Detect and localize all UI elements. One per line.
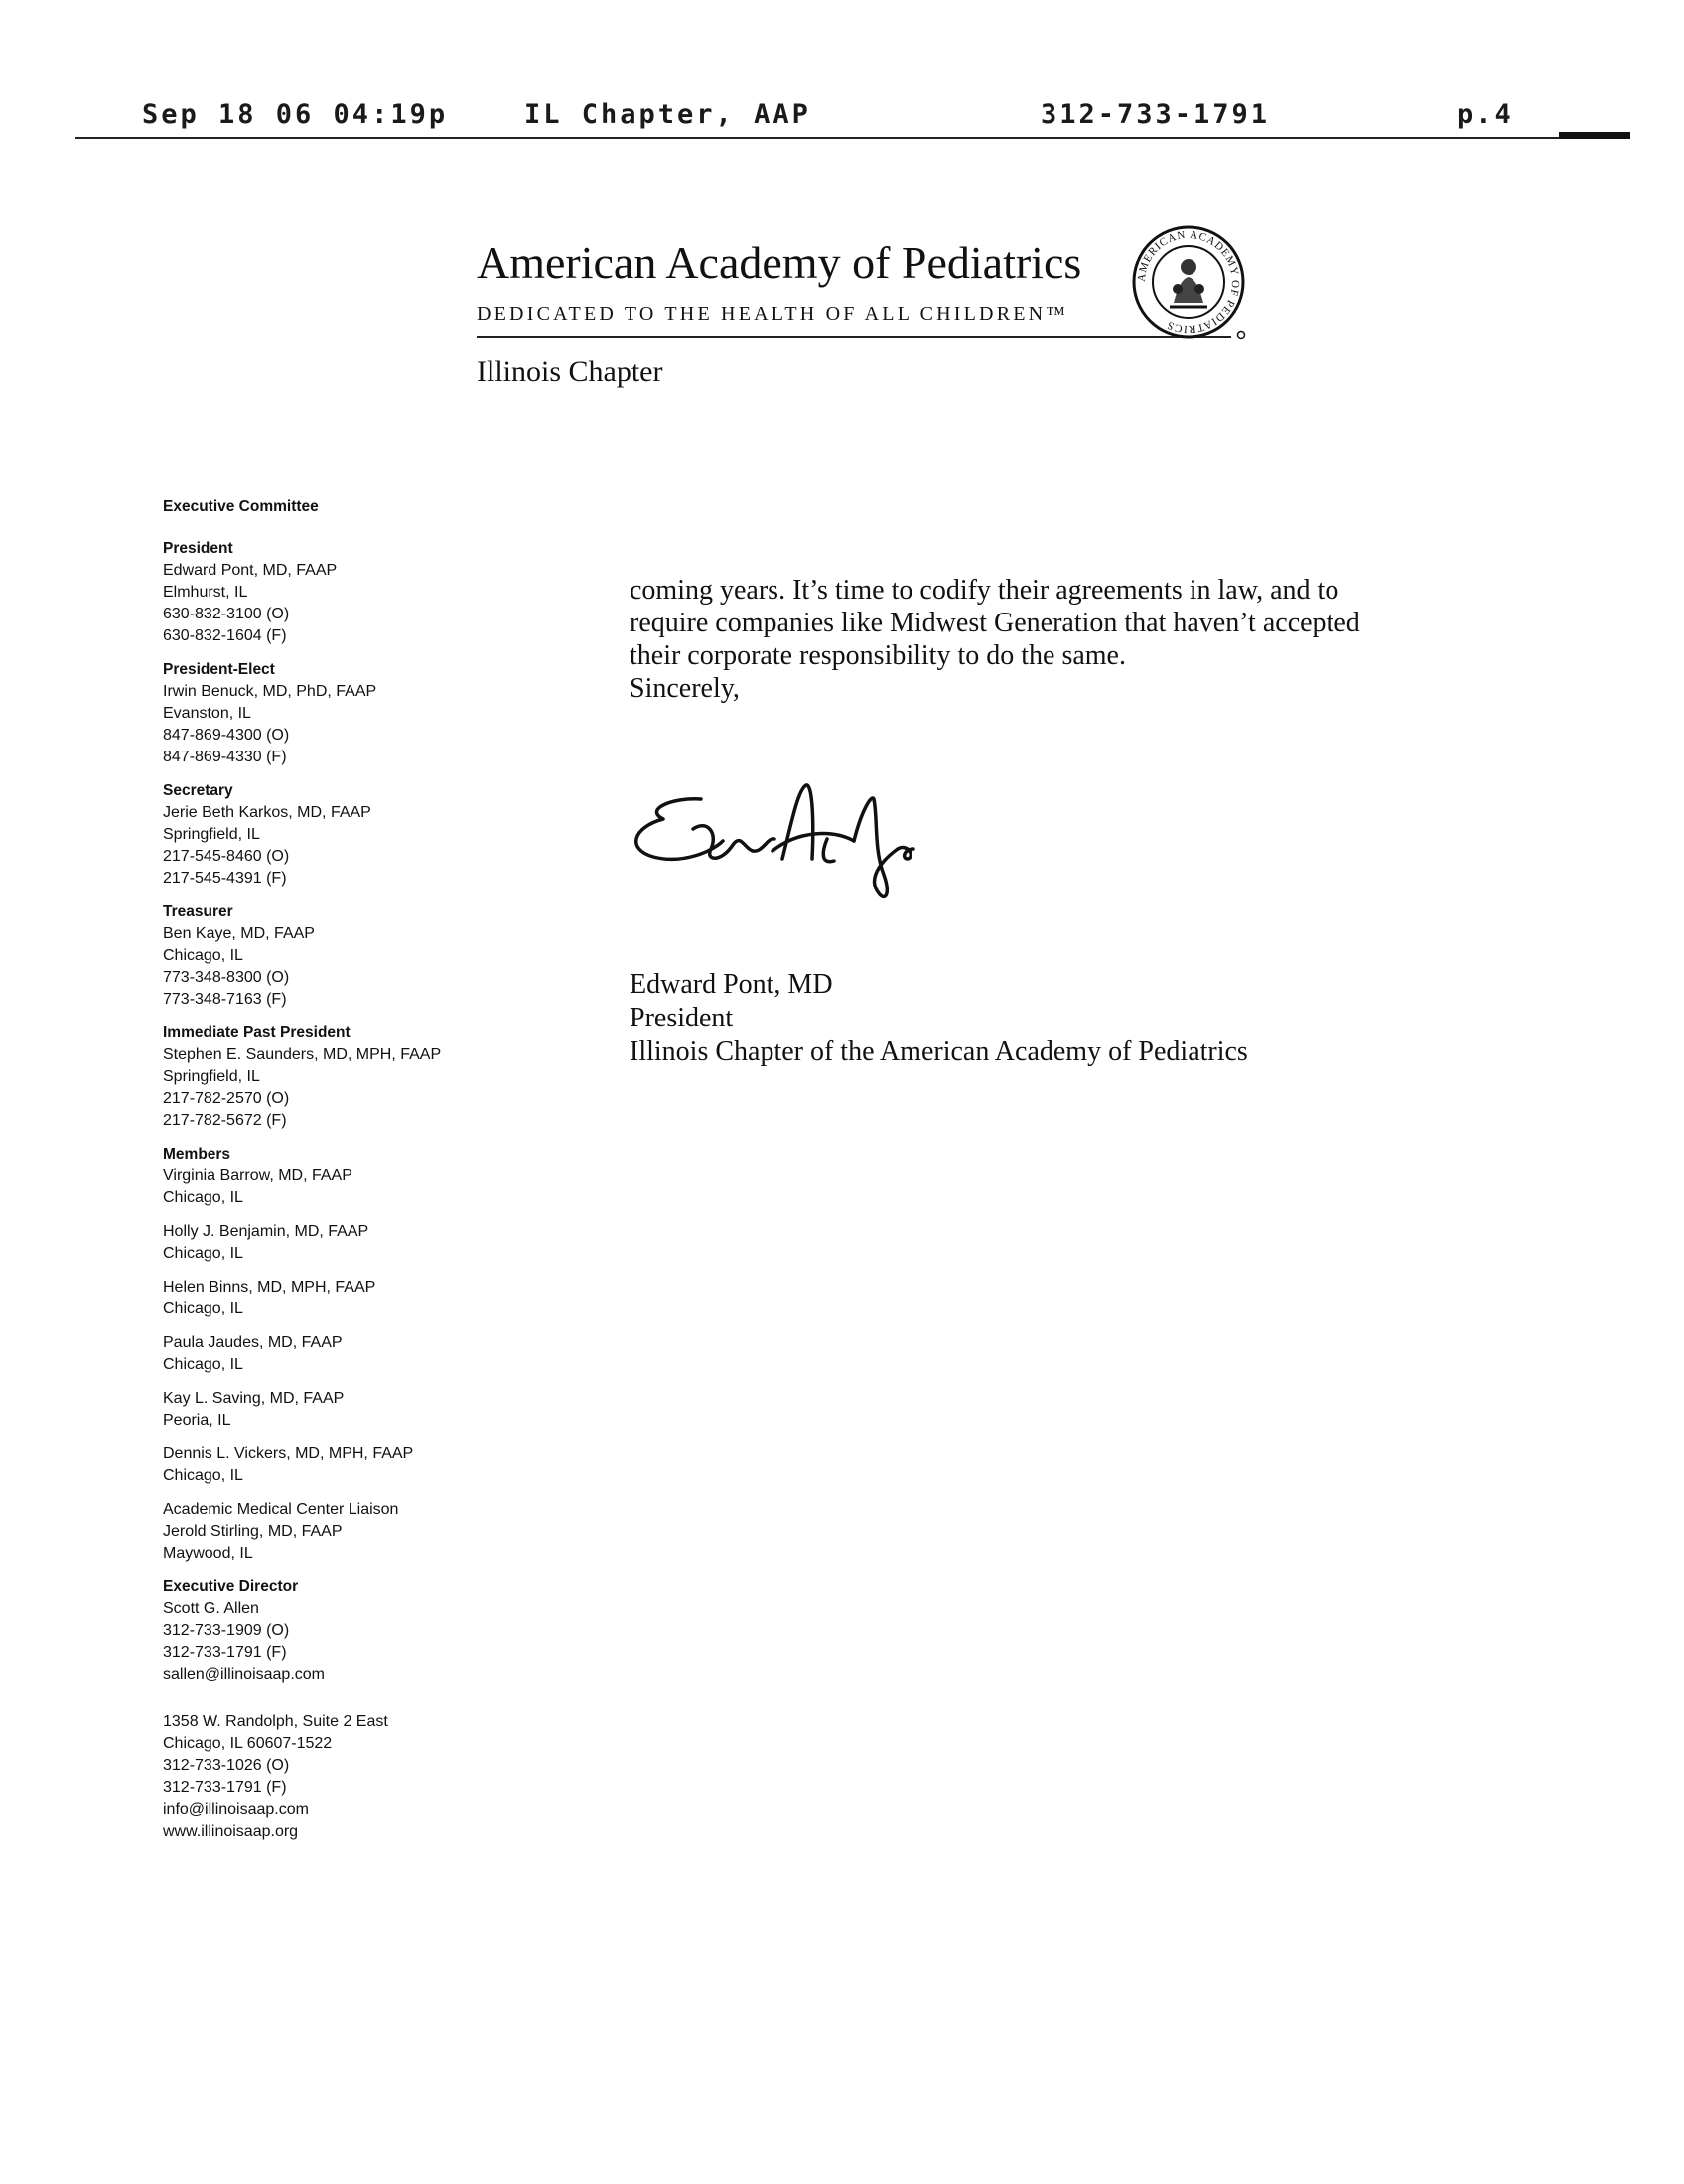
- officer-line: Irwin Benuck, MD, PhD, FAAP: [163, 683, 377, 700]
- org-tagline: DEDICATED TO THE HEALTH OF ALL CHILDREN™: [477, 302, 1069, 325]
- address-line: 312-733-1791 (F): [163, 1779, 287, 1796]
- address-line: Chicago, IL 60607-1522: [163, 1735, 333, 1752]
- chapter-name: Illinois Chapter: [477, 354, 663, 388]
- body-line: their corporate responsibility to do the same.: [630, 640, 1126, 671]
- address-email: info@illinoisaap.com: [163, 1801, 309, 1818]
- member-line: Chicago, IL: [163, 1467, 243, 1484]
- signer-organization: Illinois Chapter of the American Academy of Pediatrics: [630, 1036, 1248, 1067]
- officer-line: Jerie Beth Karkos, MD, FAAP: [163, 804, 371, 821]
- officer-line: 773-348-8300 (O): [163, 969, 290, 986]
- officer-line: 217-782-5672 (F): [163, 1112, 287, 1129]
- fax-organization: IL Chapter, AAP: [524, 99, 811, 130]
- member-line: Paula Jaudes, MD, FAAP: [163, 1334, 343, 1351]
- member-line: Kay L. Saving, MD, FAAP: [163, 1390, 345, 1407]
- officer-treasurer: [163, 901, 500, 1011]
- officer-line: Ben Kaye, MD, FAAP: [163, 925, 315, 942]
- officer-line: 847-869-4330 (F): [163, 749, 287, 765]
- officer-line: 630-832-3100 (O): [163, 606, 290, 622]
- body-line: coming years. It’s time to codify their agreements in law, and to: [630, 575, 1339, 606]
- member-line: Maywood, IL: [163, 1545, 253, 1562]
- letterhead-rule: [477, 336, 1231, 338]
- officer-line: 630-832-1604 (F): [163, 627, 287, 644]
- executive-director: [163, 1576, 500, 1686]
- officer-role: Executive Director: [163, 1578, 299, 1595]
- officer-line: Chicago, IL: [163, 947, 243, 964]
- member-line: Chicago, IL: [163, 1189, 243, 1206]
- members-title: Members: [163, 1146, 231, 1162]
- member-line: Chicago, IL: [163, 1300, 243, 1317]
- aap-seal-icon: [1130, 223, 1247, 341]
- signer-name: Edward Pont, MD: [630, 969, 833, 1000]
- officer-role: President: [163, 540, 233, 557]
- address-line: 1358 W. Randolph, Suite 2 East: [163, 1713, 388, 1730]
- officer-line: 217-545-8460 (O): [163, 848, 290, 865]
- member-line: Peoria, IL: [163, 1412, 231, 1429]
- member-line: Holly J. Benjamin, MD, FAAP: [163, 1223, 369, 1240]
- officer-line: 217-545-4391 (F): [163, 870, 287, 887]
- fax-page-number: p.4: [1457, 99, 1514, 130]
- member-entry: [163, 1443, 500, 1487]
- officer-line: Stephen E. Saunders, MD, MPH, FAAP: [163, 1046, 442, 1063]
- fax-header-rule: [75, 137, 1630, 139]
- officer-president: [163, 538, 500, 647]
- officer-line: Elmhurst, IL: [163, 584, 248, 601]
- letter-body: [630, 574, 1503, 705]
- fax-header: [0, 95, 1684, 135]
- org-name: American Academy of Pediatrics: [477, 237, 1082, 288]
- director-email: sallen@illinoisaap.com: [163, 1666, 325, 1683]
- officer-line: Evanston, IL: [163, 705, 251, 722]
- officer-role: Treasurer: [163, 903, 233, 920]
- address-website: www.illinoisaap.org: [163, 1823, 299, 1840]
- member-entry: [163, 1277, 500, 1320]
- officer-line: 773-348-7163 (F): [163, 991, 287, 1008]
- officer-line: Springfield, IL: [163, 1068, 260, 1085]
- signer-title: President: [630, 1003, 734, 1033]
- body-line: require companies like Midwest Generation that haven’t accepted: [630, 608, 1360, 638]
- member-entry: [163, 1499, 500, 1565]
- member-entry: [163, 1332, 500, 1376]
- member-line: Virginia Barrow, MD, FAAP: [163, 1167, 352, 1184]
- letter-closing: Sincerely,: [630, 673, 740, 704]
- officer-role: President-Elect: [163, 661, 275, 678]
- address-line: 312-733-1026 (O): [163, 1757, 290, 1774]
- member-line: Chicago, IL: [163, 1356, 243, 1373]
- officer-secretary: [163, 780, 500, 889]
- executive-committee-sidebar: [163, 496, 500, 1843]
- member-entry: [163, 1144, 500, 1209]
- handwritten-signature-icon: [624, 779, 1001, 928]
- director-line: 312-733-1909 (O): [163, 1622, 290, 1639]
- fax-phone: 312-733-1791: [1041, 99, 1271, 130]
- director-line: Scott G. Allen: [163, 1600, 259, 1617]
- member-line: Helen Binns, MD, MPH, FAAP: [163, 1279, 376, 1296]
- committee-title: Executive Committee: [163, 498, 319, 515]
- member-entry: [163, 1221, 500, 1265]
- officer-line: Edward Pont, MD, FAAP: [163, 562, 338, 579]
- fax-datetime: Sep 18 06 04:19p: [142, 99, 449, 130]
- signature-block: [630, 968, 1248, 1069]
- director-line: 312-733-1791 (F): [163, 1644, 287, 1661]
- fax-header-rule-mark: [1559, 132, 1630, 139]
- officer-line: 847-869-4300 (O): [163, 727, 290, 744]
- officer-line: Springfield, IL: [163, 826, 260, 843]
- member-entry: [163, 1388, 500, 1432]
- seal-text: AMERICAN ACADEMY OF PEDIATRICS: [1135, 228, 1242, 336]
- officer-immediate-past-president: [163, 1023, 500, 1132]
- member-line: Jerold Stirling, MD, FAAP: [163, 1523, 343, 1540]
- officer-role: Immediate Past President: [163, 1024, 351, 1041]
- member-line: Academic Medical Center Liaison: [163, 1501, 399, 1518]
- officer-role: Secretary: [163, 782, 233, 799]
- member-line: Dennis L. Vickers, MD, MPH, FAAP: [163, 1445, 414, 1462]
- officer-president-elect: [163, 659, 500, 768]
- chapter-address: [163, 1711, 500, 1843]
- officer-line: 217-782-2570 (O): [163, 1090, 290, 1107]
- member-line: Chicago, IL: [163, 1245, 243, 1262]
